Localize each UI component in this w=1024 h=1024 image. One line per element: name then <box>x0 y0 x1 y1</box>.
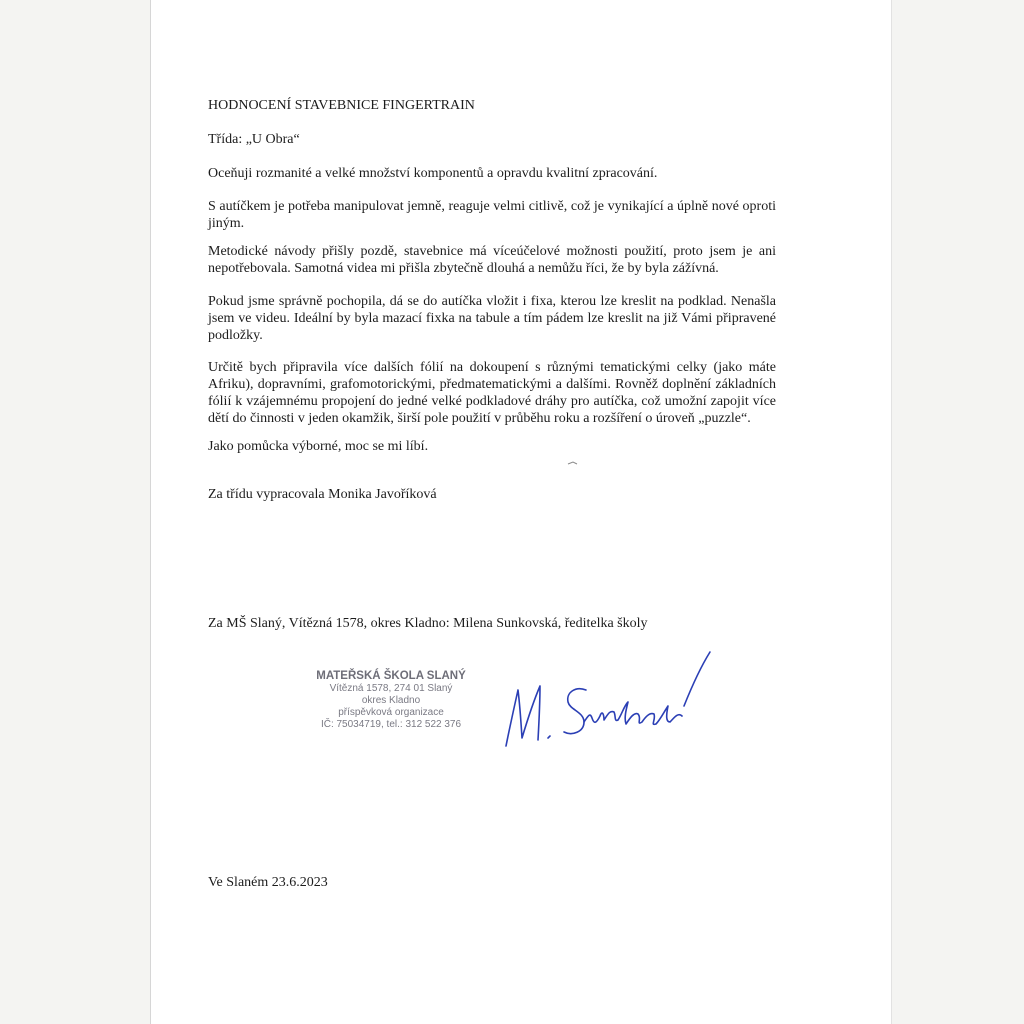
prepared-by-line: Za třídu vypracovala Monika Javoříková <box>208 487 437 502</box>
stamp-address: Vítězná 1578, 274 01 Slaný <box>329 683 453 694</box>
paragraph-car-handling: S autíčkem je potřeba manipulovat jemně, reaguje velmi citlivě, což je vynikající a úplně nové oproti jiným. <box>208 199 776 231</box>
place-and-date: Ve Slaném 23.6.2023 <box>208 875 328 890</box>
paragraph-components: Oceňuji rozmanité a velké množství komponentů a opravdu kvalitní zpracování. <box>208 166 658 181</box>
stamp-ids: IČ: 75034719, tel.: 312 522 376 <box>320 719 462 730</box>
class-line: Třída: „U Obra“ <box>208 132 300 147</box>
paragraph-marker: Pokud jsme správně pochopila, dá se do autíčka vložit i fixa, kterou lze kreslit na podklad. Nenašla jsem ve videu. Ideální by byla mazací fixka na tabule a tím pádem lze kreslit na již Vámi připravené podložky. <box>208 294 776 343</box>
school-signatory-line: Za MŠ Slaný, Vítězná 1578, okres Kladno: Milena Sunkovská, ředitelka školy <box>208 616 648 631</box>
school-stamp <box>298 669 484 731</box>
stamp-org-type: příspěvková organizace <box>338 707 444 718</box>
scan-speck <box>566 459 580 467</box>
stamp-district: okres Kladno <box>361 695 421 706</box>
document-page <box>150 0 892 1024</box>
paragraph-conclusion: Jako pomůcka výborné, moc se mi líbí. <box>208 439 429 454</box>
stamp-title: MATEŘSKÁ ŠKOLA SLANÝ <box>316 670 466 682</box>
paragraph-suggestions: Určitě bych připravila více dalších fólií na dokoupení s různými tematickými celky (jako máte Afriku), dopravními, grafomotorickými, předmatematickými a dalšími. Rovněž doplnění základních fólií k vzájemnému propojení do jedné velké podkladové dráhy pro autíčka, což umožní zapojit více dětí do činnosti v jeden okamžik, širší pole použití v průběhu roku a rozšíření o úroveň „puzzle“. <box>208 360 776 426</box>
document-heading: HODNOCENÍ STAVEBNICE FINGERTRAIN <box>208 98 475 113</box>
paragraph-methodology: Metodické návody přišly pozdě, stavebnice má víceúčelové možnosti použití, proto jsem je ani nepotřebovala. Samotná videa mi přišla zbytečně dlouhá a nemůžu říci, že by byla zážívná. <box>208 244 776 276</box>
handwritten-signature <box>484 646 724 756</box>
